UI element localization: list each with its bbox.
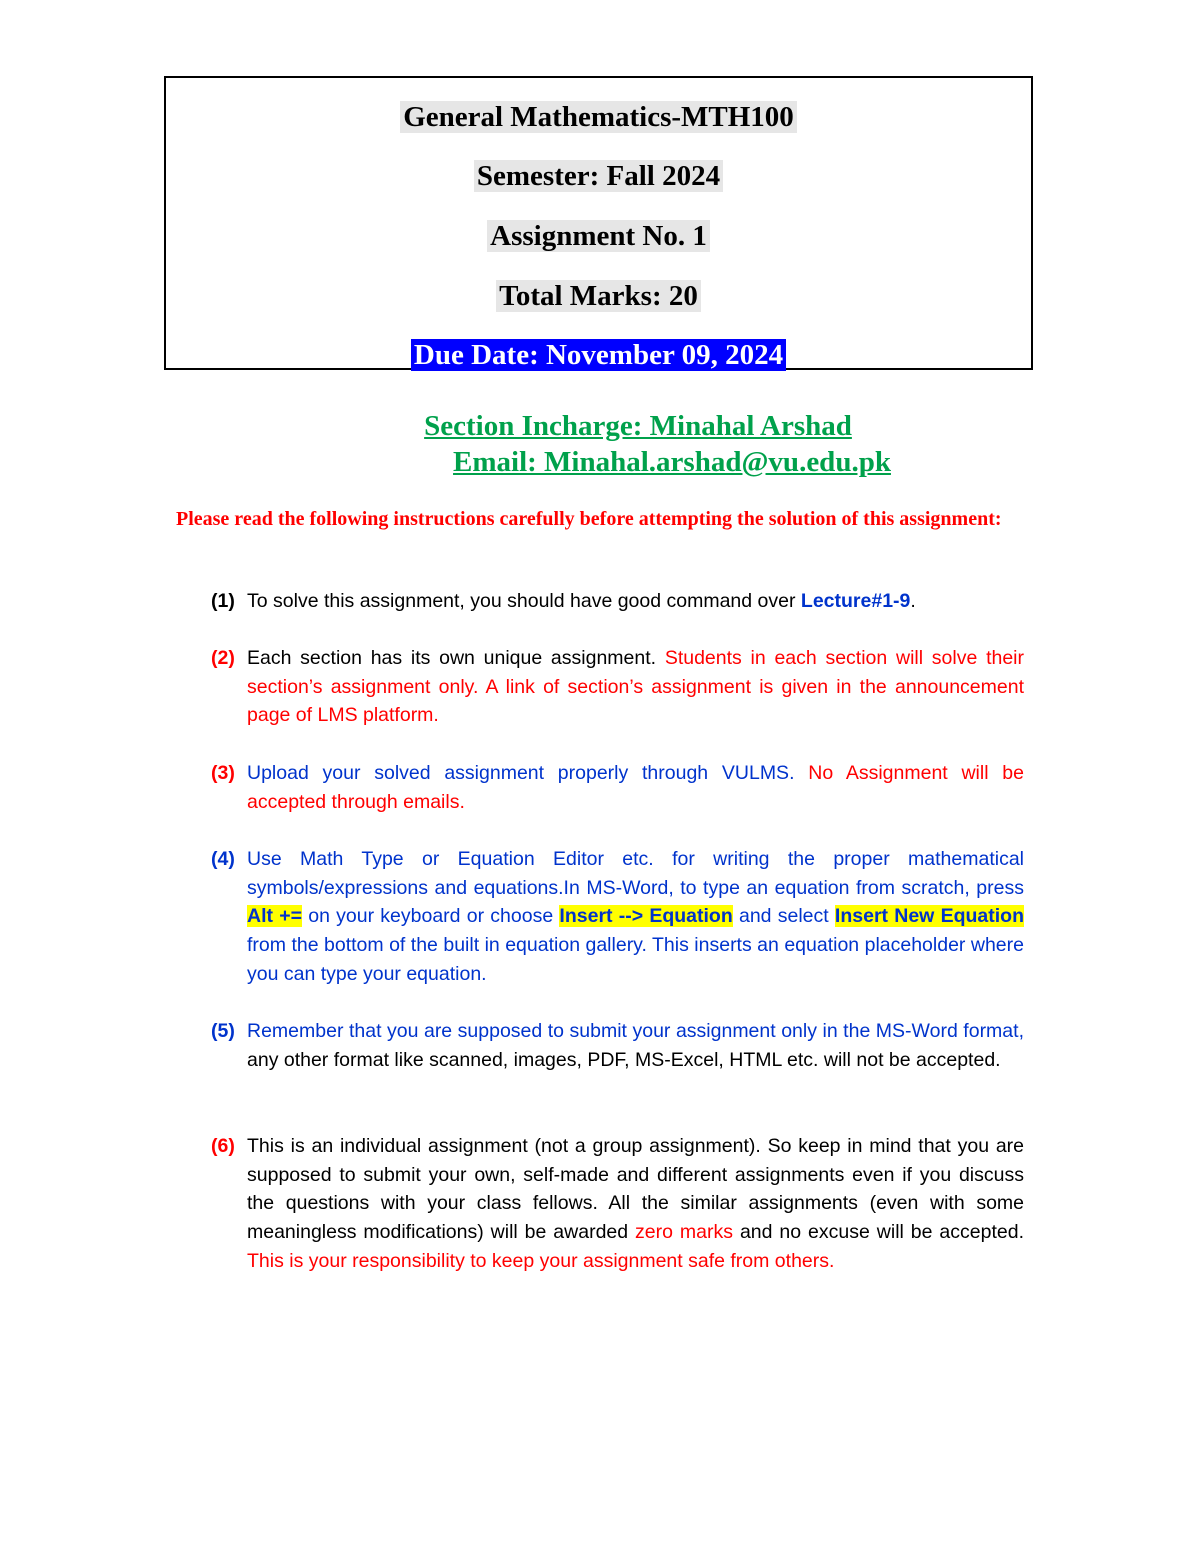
lecture-range: Lecture#1-9 xyxy=(800,590,911,612)
instruction-item-5 xyxy=(211,1017,1024,1074)
item-number: (2) xyxy=(211,647,235,669)
instruction-item-4 xyxy=(211,845,1024,989)
instructions-heading: Please read the following instructions carefully before attempting the solution of this assignment: xyxy=(176,508,1002,530)
section-incharge: Section Incharge: Minahal Arshad xyxy=(424,410,852,442)
item-text-red: This is your responsibility to keep your assignment safe from others. xyxy=(247,1249,835,1272)
item-text-end: . xyxy=(910,590,916,612)
course-title: General Mathematics-MTH100 xyxy=(166,99,1031,135)
email-link[interactable]: Email: Minahal.arshad@vu.edu.pk xyxy=(453,446,891,478)
total-marks: Total Marks: 20 xyxy=(166,278,1031,314)
item-text: Use Math Type or Equation Editor etc. for writing the proper mathematical symbols/expressions and equations.In MS-Word, to type an equation from scratch, press xyxy=(247,848,1024,899)
instruction-item-3 xyxy=(211,759,1024,816)
item-text-blue: Upload your solved assignment properly through VULMS. xyxy=(247,762,809,784)
item-text: This is an individual assignment (not a group assignment). So keep in mind that you are supposed to submit your own, self-made and different assignments even if you discuss the questions with your class fellows. All the similar assignments (even with some meaningless modifications) will be awarded xyxy=(247,1135,1024,1244)
item-number: (1) xyxy=(211,590,235,612)
item-text-red: No Assignment will be accepted through emails. xyxy=(247,762,1024,813)
item-number: (3) xyxy=(211,762,235,784)
item-text: from the bottom of the built in equation gallery. This inserts an equation placeholder where you can type your equation. xyxy=(247,934,1024,985)
item-text: and select xyxy=(732,905,835,928)
item-text: To solve this assignment, you should have good command over xyxy=(247,590,801,612)
instruction-item-1 xyxy=(211,587,1024,616)
assignment-number: Assignment No. 1 xyxy=(166,218,1031,254)
insert-equation-menu: Insert --> Equation xyxy=(559,905,733,928)
zero-marks: zero marks xyxy=(635,1221,734,1244)
shortcut-alt-equals: Alt += xyxy=(247,905,302,928)
item-text: any other format like scanned, images, PDF, MS-Excel, HTML etc. will not be accepted. xyxy=(247,1048,1001,1071)
item-text: and no excuse will be accepted. xyxy=(733,1221,1024,1244)
item-text-red: Students in each section will solve their section’s assignment only. A link of section’s assignment is given in the announcement page of LMS platform. xyxy=(247,647,1024,727)
item-text: on your keyboard or choose xyxy=(302,905,560,928)
item-text-blue: Remember that you are supposed to submit your assignment only in the MS-Word format, xyxy=(247,1020,1024,1042)
item-number: (4) xyxy=(211,848,235,870)
item-number: (5) xyxy=(211,1020,235,1042)
item-text: Each section has its own unique assignment. xyxy=(247,647,665,669)
instruction-item-6 xyxy=(211,1132,1024,1276)
title-box xyxy=(164,76,1033,370)
semester-label: Semester: Fall 2024 xyxy=(166,158,1031,194)
item-number: (6) xyxy=(211,1135,235,1157)
due-date: Due Date: November 09, 2024 xyxy=(166,337,1031,373)
instruction-item-2 xyxy=(211,644,1024,730)
insert-new-equation-option: Insert New Equation xyxy=(834,905,1024,928)
